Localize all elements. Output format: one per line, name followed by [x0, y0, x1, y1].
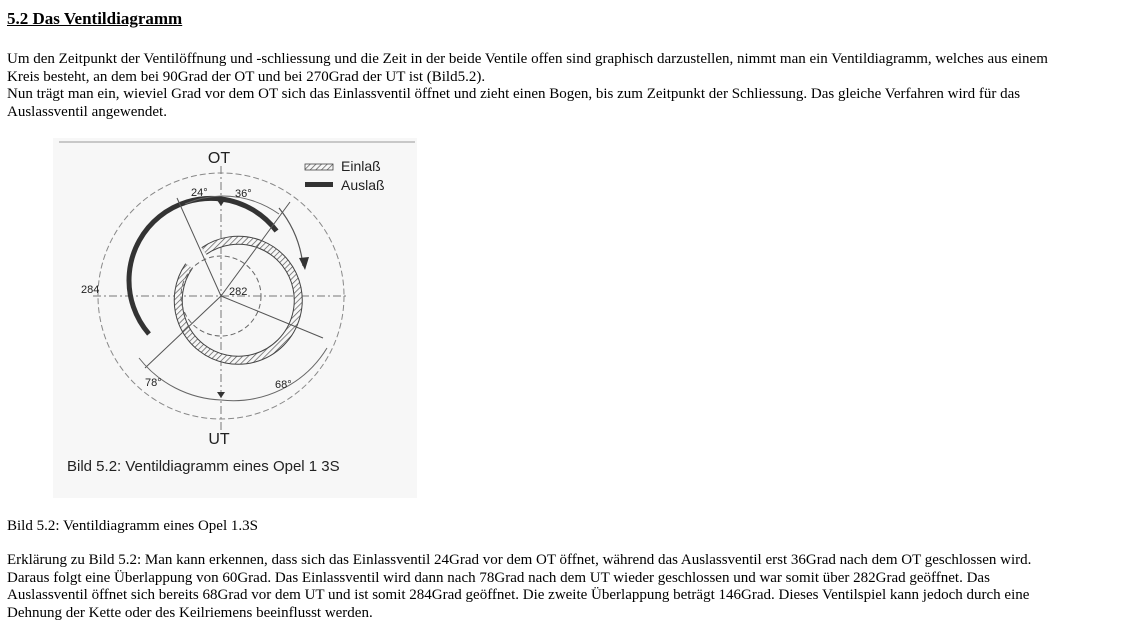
angle-label-24: 24° — [191, 187, 208, 199]
figure-caption: Bild 5.2: Ventildiagramm eines Opel 1.3S — [7, 518, 258, 534]
exhaust-open-radial — [221, 296, 323, 338]
intro-line: Um den Zeitpunkt der Ventilöffnung und -schliessung und die Zeit in der beide Ventile offen sind graphisch darzustellen, nimmt man ein Ventildiagramm, welches aus einem — [7, 51, 1048, 67]
inlet-legend-label: Einlaß — [341, 158, 381, 174]
exhaust-legend-label: Auslaß — [341, 177, 385, 193]
rotation-arrow-head — [299, 257, 309, 270]
explanation-line: Dehnung der Kette oder des Keilriemens beeinflusst werden. — [7, 604, 373, 621]
ut-marker — [217, 392, 225, 398]
exhaust-legend-swatch — [305, 182, 333, 187]
angle-label-68: 68° — [275, 379, 292, 391]
inlet-legend-swatch — [305, 164, 333, 170]
valve-diagram-figure — [53, 138, 417, 498]
angle-label-282: 282 — [229, 286, 248, 298]
intro-line: Nun trägt man ein, wieviel Grad vor dem OT sich das Einlassventil öffnet und zieht einen Bogen, bis zum Zeitpunkt der Schliessung. Das gleiche Verfahren wird für das — [7, 86, 1021, 102]
ot-label: OT — [207, 150, 231, 167]
embedded-figure-caption: Bild 5.2: Ventildiagramm eines Opel 1 3S — [67, 458, 340, 475]
explanation-line: Daraus folgt eine Überlappung von 60Grad. Das Einlassventil wird dann nach 78Grad nach dem UT wieder geschlossen und war somit über 282Grad geöffnet. Das — [7, 569, 990, 586]
angle-label-284: 284 — [81, 284, 100, 296]
ot-marker — [217, 200, 225, 206]
diagram-legend — [305, 158, 385, 193]
angle-label-36: 36° — [235, 188, 252, 200]
intro-line: Kreis besteht, an dem bei 90Grad der OT und bei 270Grad der UT ist (Bild5.2). — [7, 68, 486, 85]
explanation-line: Auslassventil öffnet sich bereits 68Grad vor dem UT und ist somit 284Grad geöffnet. Die zweite Überlappung beträgt 146Grad. Dieses Ventilspiel kann jedoch durch eine — [7, 587, 1030, 603]
explanation-paragraph — [7, 552, 1119, 622]
inlet-arc — [178, 240, 298, 360]
angle-label-78: 78° — [145, 377, 162, 389]
explanation-line: Erklärung zu Bild 5.2: Man kann erkennen, dass sich das Einlassventil 24Grad vor dem OT öffnet, während das Auslassventil erst 36Grad nach dem OT geschlossen wird. — [7, 552, 1032, 568]
intro-paragraph — [7, 51, 1119, 121]
exhaust-close-radial — [221, 202, 290, 296]
section-heading: 5.2 Das Ventildiagramm — [7, 9, 183, 28]
ut-label: UT — [208, 431, 230, 448]
intro-line: Auslassventil angewendet. — [7, 103, 167, 120]
valve-diagram — [53, 138, 417, 498]
